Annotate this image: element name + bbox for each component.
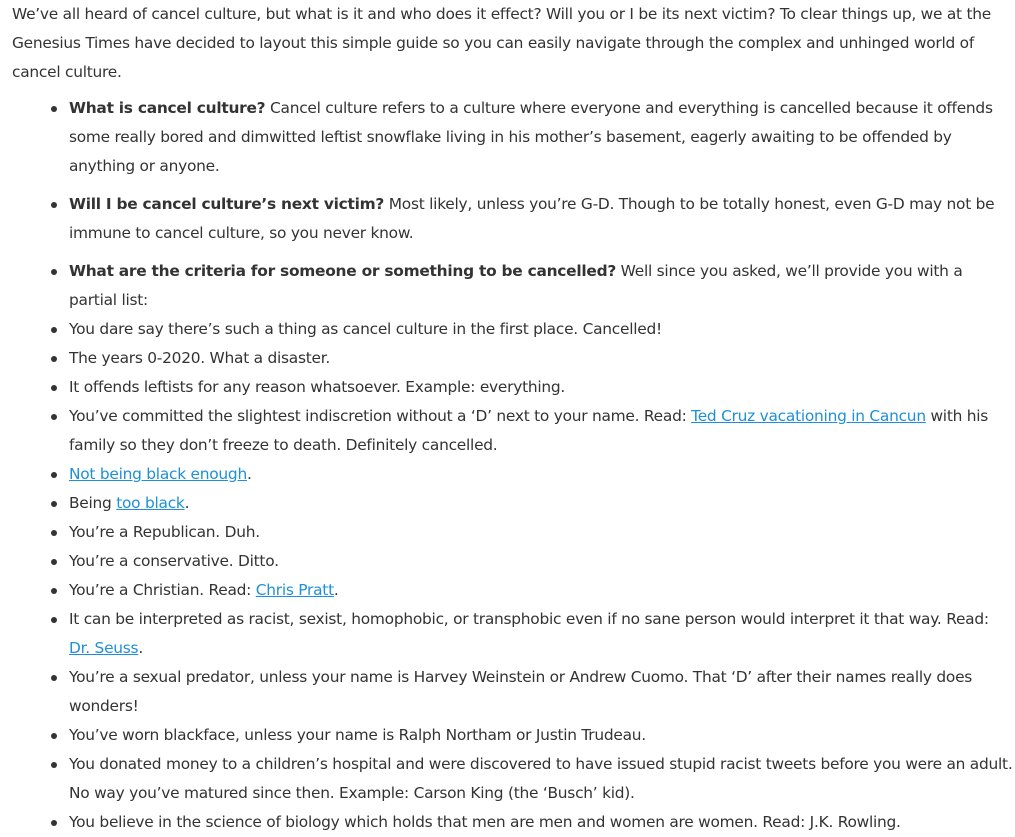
criteria-text: You donated money to a children’s hospital and were discovered to have issued stupid racist tweets before you were an adult. No way you’ve matured since then. Example: Carson King (the ‘Busch’ kid).	[69, 755, 1013, 802]
faq-answer: Most likely, unless you’re G-D. Though to be totally honest, even G-D may not be immune to cancel culture, so you never know.	[69, 195, 995, 242]
criteria-item	[69, 547, 1014, 576]
link-chris-pratt[interactable]: Chris Pratt	[255, 581, 334, 599]
faq-question: Will I be cancel culture’s next victim?	[69, 195, 385, 213]
criteria-text: You’re a sexual predator, unless your name is Harvey Weinstein or Andrew Cuomo. That ‘D’ after their names really does wonders!	[69, 668, 973, 715]
intro-paragraph: We’ve all heard of cancel culture, but what is it and who does it effect? Will you or I be its next victim? To clear things up, we at the Genesius Times have decided to layout this simple guide so you can easily navigate through the complex and unhinged world of cancel culture.	[12, 5, 991, 81]
criteria-item	[69, 518, 1014, 547]
criteria-text: You’ve worn blackface, unless your name is Ralph Northam or Justin Trudeau.	[69, 726, 646, 744]
criteria-text: .	[333, 581, 339, 599]
criteria-item	[69, 750, 1014, 808]
criteria-item	[69, 576, 1014, 605]
criteria-text: .	[184, 494, 190, 512]
criteria-text: Being	[69, 494, 117, 512]
criteria-text: with his family so they don’t freeze to death. Definitely cancelled.	[69, 407, 989, 454]
criteria-text: It can be interpreted as racist, sexist, homophobic, or transphobic even if no sane person would interpret it that way. Read:	[69, 610, 989, 628]
criteria-item	[69, 315, 1014, 344]
criteria-item	[69, 489, 1014, 518]
criteria-item	[69, 344, 1014, 373]
criteria-text: You dare say there’s such a thing as cancel culture in the first place. Cancelled!	[69, 320, 662, 338]
criteria-item	[69, 373, 1014, 402]
criteria-item	[69, 605, 1014, 663]
link-too-black[interactable]: too black	[116, 494, 185, 512]
faq-answer: Well since you asked, we’ll provide you with a partial list:	[69, 262, 963, 309]
criteria-text: You’ve committed the slightest indiscretion without a ‘D’ next to your name. Read:	[69, 407, 692, 425]
criteria-text: You’re a Christian. Read:	[69, 581, 256, 599]
criteria-item	[69, 721, 1014, 750]
criteria-text: You’re a Republican. Duh.	[69, 523, 260, 541]
faq-answer: Cancel culture refers to a culture where everyone and everything is cancelled because it offends some really bored and dimwitted leftist snowflake living in his mother’s basement, eagerly awaiting to be offended by anything or anyone.	[69, 99, 993, 175]
guide-list	[12, 94, 1012, 837]
criteria-text: .	[138, 639, 143, 657]
criteria-item	[69, 808, 1014, 837]
faq-question: What is cancel culture?	[69, 99, 266, 117]
link-not-black-enough[interactable]: Not being black enough	[69, 465, 247, 483]
criteria-text: It offends leftists for any reason whatsoever. Example: everything.	[69, 378, 566, 396]
criteria-text: .	[246, 465, 252, 483]
criteria-item	[69, 663, 1014, 721]
criteria-item	[69, 402, 1014, 460]
faq-item	[69, 257, 1014, 315]
faq-item	[69, 94, 1014, 181]
criteria-text: You’re a conservative. Ditto.	[69, 552, 279, 570]
criteria-text: The years 0-2020. What a disaster.	[69, 349, 331, 367]
link-dr-seuss[interactable]: Dr. Seuss	[69, 639, 139, 657]
link-ted-cruz-cancun[interactable]: Ted Cruz vacationing in Cancun	[691, 407, 926, 425]
criteria-item	[69, 460, 1014, 489]
faq-item	[69, 190, 1014, 248]
faq-question: What are the criteria for someone or something to be cancelled?	[69, 262, 617, 280]
criteria-text: You believe in the science of biology which holds that men are men and women are women. Read: J.K. Rowling.	[69, 813, 901, 831]
